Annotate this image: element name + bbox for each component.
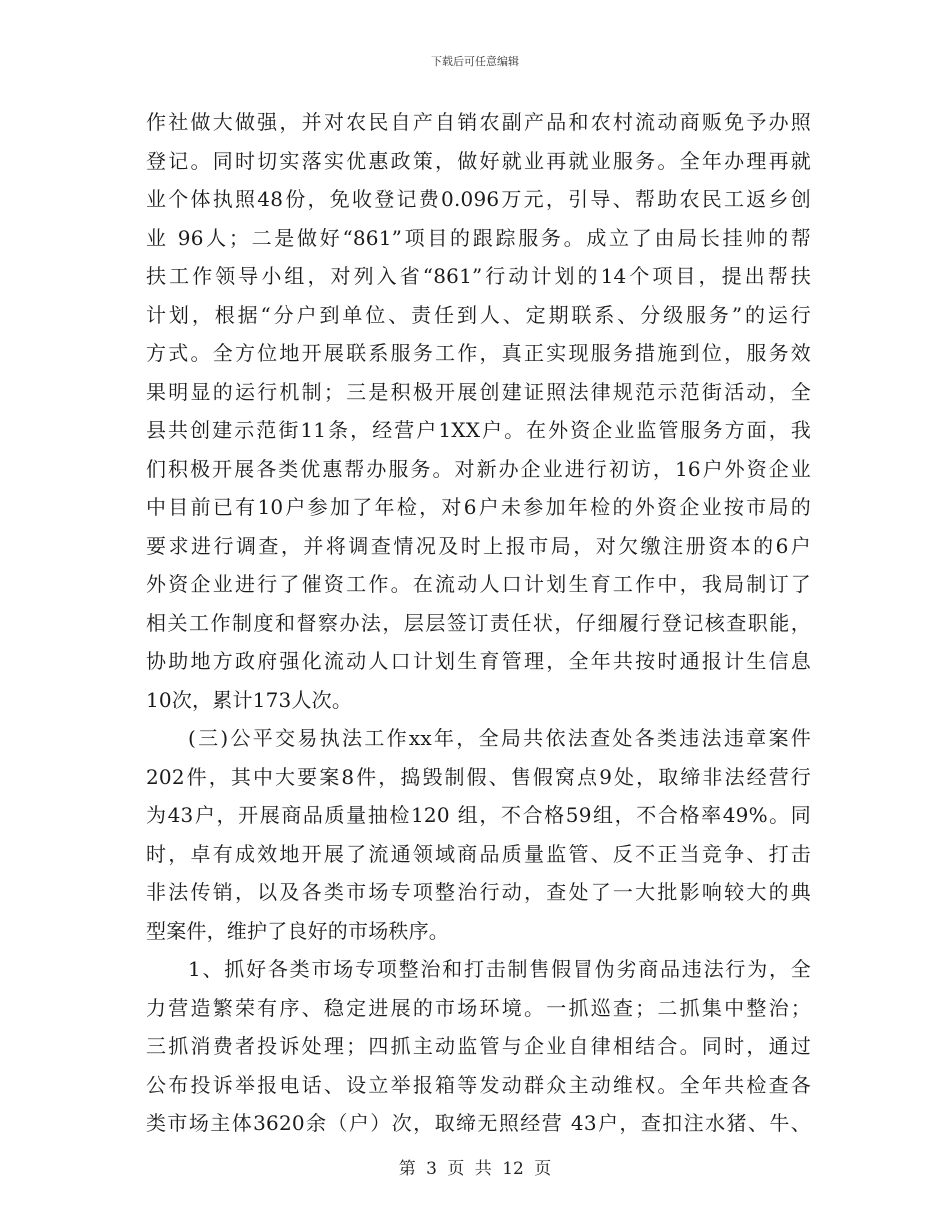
text-line: 公布投诉举报电话、设立举报箱等发动群众主动维权。全年共检查各 [146, 1072, 811, 1097]
text-line: 相关工作制度和督察办法，层层签订责任状，仔细履行登记核查职能， [146, 610, 811, 635]
text-line: 类市场主体3620余（户）次，取缔无照经营 43户，查扣注水猪、牛、 [146, 1111, 811, 1135]
paragraph-end-line: 10次，累计173人次。 [146, 687, 353, 712]
text-line: 县共创建示范街11条，经营户1XX户。在外资企业监管服务方面，我 [146, 418, 811, 442]
paragraph-end-line: 型案件，维护了良好的市场秩序。 [146, 918, 449, 943]
text-line: 扶工作领导小组，对列入省“861”行动计划的14个项目，提出帮扶 [146, 264, 811, 288]
text-line: 力营造繁荣有序、稳定进展的市场环境。一抓巡查；二抓集中整治； [146, 995, 811, 1020]
text-line: 们积极开展各类优惠帮办服务。对新办企业进行初访，16户外资企业 [146, 456, 811, 481]
text-line: 中目前已有10户参加了年检，对6户未参加年检的外资企业按市局的 [146, 495, 811, 519]
page-number: 第 3 页 共 12 页 [398, 1159, 552, 1179]
text-line: 果明显的运行机制；三是积极开展创建证照法律规范示范街活动，全 [146, 379, 811, 404]
text-line: 要求进行调查，并将调查情况及时上报市局，对欠缴注册资本的6户 [146, 533, 811, 558]
text-line: 为43户，开展商品质量抽检120 组，不合格59组，不合格率49%。同 [146, 803, 811, 827]
text-line: 业个体执照48份，免收登记费0.096万元，引导、帮助农民工返乡创 [146, 187, 811, 211]
text-line: 业 96人；二是做好“861”项目的跟踪服务。成立了由局长挂帅的帮 [146, 225, 811, 250]
text-line: 三抓消费者投诉处理；四抓主动监管与企业自律相结合。同时，通过 [146, 1034, 811, 1058]
text-line: 时，卓有成效地开展了流通领域商品质量监管、反不正当竞争、打击 [146, 841, 811, 866]
text-line: 协助地方政府强化流动人口计划生育管理，全年共按时通报计生信息 [146, 649, 811, 673]
text-line: 202件，其中大要案8件，捣毁制假、售假窝点9处，取缔非法经营行 [146, 764, 811, 789]
page-header-note: 下载后可任意编辑 [431, 55, 519, 68]
text-line: 计划，根据“分户到单位、责任到人、定期联系、分级服务”的运行 [146, 302, 811, 327]
text-line: 方式。全方位地开展联系服务工作，真正实现服务措施到位，服务效 [146, 341, 811, 365]
text-line: 登记。同时切实落实优惠政策，做好就业再就业服务。全年办理再就 [146, 148, 811, 173]
paragraph-first-line: (三)公平交易执法工作xx年，全局共依法查处各类违法违章案件 [188, 726, 811, 750]
text-line: 非法传销，以及各类市场专项整治行动，查处了一大批影响较大的典 [146, 880, 811, 904]
text-line: 作社做大做强，并对农民自产自销农副产品和农村流动商贩免予办照 [146, 110, 811, 134]
document-body [146, 103, 811, 1143]
text-line: 外资企业进行了催资工作。在流动人口计划生育工作中，我局制订了 [146, 572, 811, 596]
paragraph-first-line: 1、抓好各类市场专项整治和打击制售假冒伪劣商品违法行为，全 [188, 957, 811, 981]
